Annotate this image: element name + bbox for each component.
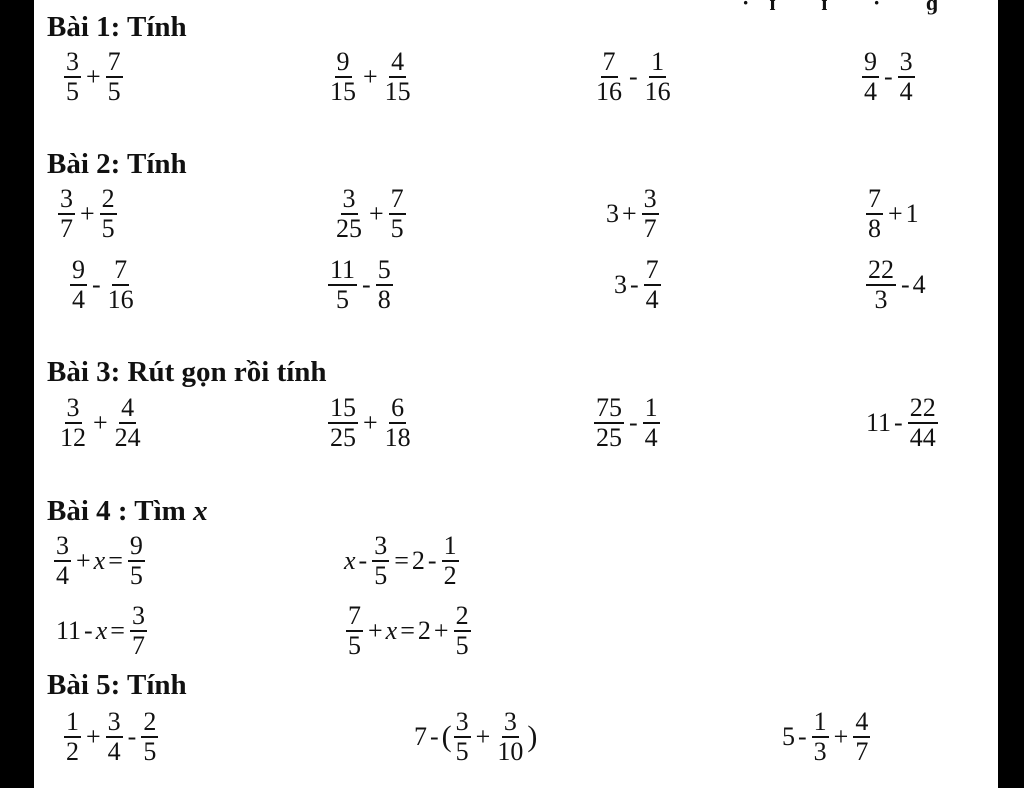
fraction	[54, 532, 71, 590]
exercise-b2-7	[614, 256, 663, 314]
numerator: 22	[909, 393, 936, 422]
operator: +	[369, 199, 384, 228]
variable-x: x	[344, 546, 356, 575]
exercise-b5-2	[414, 708, 537, 766]
fraction	[643, 48, 673, 106]
fraction	[812, 708, 829, 766]
denominator: 5	[455, 631, 469, 660]
fraction	[58, 185, 75, 243]
number: 2	[411, 546, 425, 575]
exercise-b1-2	[326, 48, 415, 106]
fraction	[328, 256, 357, 314]
numerator: 1	[813, 707, 827, 736]
operator: -	[84, 616, 93, 645]
fraction	[106, 256, 136, 314]
numerator: 7	[107, 47, 121, 76]
denominator: 8	[868, 214, 881, 243]
numerator: 9	[336, 47, 350, 76]
numerator: 6	[391, 393, 405, 422]
denominator: 5	[101, 214, 115, 243]
operator: +	[80, 199, 95, 228]
section-title-text: Bài 4 : Tìm	[47, 495, 194, 527]
exercise-b1-3	[592, 48, 675, 106]
numerator: 3	[131, 601, 145, 630]
denominator: 25	[596, 423, 622, 452]
fraction	[328, 48, 358, 106]
fraction	[594, 48, 624, 106]
denominator: 24	[114, 423, 141, 452]
fraction	[346, 602, 363, 660]
fraction	[130, 602, 147, 660]
operator: -	[127, 722, 137, 751]
operator: +	[86, 722, 101, 751]
numerator: 1	[443, 531, 457, 560]
denominator: 44	[909, 423, 936, 452]
number: 11	[866, 408, 892, 437]
numerator: 3	[455, 707, 469, 736]
cropped-text-fragment: ·ɪ ɪ · ɡ	[742, 0, 958, 15]
fraction	[442, 532, 459, 590]
denominator: 5	[390, 214, 404, 243]
denominator: 16	[644, 77, 671, 106]
fraction	[64, 708, 81, 766]
exercise-b2-6	[326, 256, 395, 314]
operator: -	[884, 62, 893, 91]
numerator: 3	[374, 531, 388, 560]
exercise-b2-8	[864, 256, 926, 314]
exercise-b2-5	[68, 256, 138, 314]
denominator: 5	[129, 561, 143, 590]
numerator: 3	[503, 707, 517, 736]
denominator: 5	[374, 561, 388, 590]
fraction	[64, 48, 81, 106]
section-title-bai-3: Bài 3: Rút gọn rồi tính	[47, 356, 327, 388]
operator: -	[901, 270, 910, 299]
operator: -	[629, 408, 638, 437]
exercise-b3-3	[592, 394, 662, 452]
denominator: 4	[72, 285, 85, 314]
numerator: 7	[390, 184, 404, 213]
denominator: 16	[596, 77, 622, 106]
fraction	[328, 394, 358, 452]
numerator: 3	[899, 47, 913, 76]
operator: -	[362, 270, 371, 299]
numerator: 1	[66, 707, 79, 736]
worksheet-page	[34, 0, 998, 788]
exercise-b5-1	[62, 708, 160, 766]
denominator: 4	[56, 561, 69, 590]
numerator: 3	[56, 531, 69, 560]
section-title-bai-2: Bài 2: Tính	[47, 148, 187, 180]
exercise-b1-1	[62, 48, 125, 106]
fraction	[141, 708, 158, 766]
fraction	[128, 532, 145, 590]
denominator: 18	[384, 423, 411, 452]
denominator: 5	[66, 77, 79, 106]
denominator: 7	[60, 214, 73, 243]
numerator: 75	[596, 393, 622, 422]
denominator: 8	[377, 285, 391, 314]
fraction	[106, 48, 123, 106]
operator: -	[629, 62, 638, 91]
operator: -	[427, 546, 437, 575]
numerator: 11	[330, 255, 356, 284]
numerator: 4	[391, 47, 405, 76]
denominator: 25	[330, 423, 356, 452]
fraction	[594, 394, 624, 452]
numerator: 3	[66, 47, 79, 76]
variable-x: x	[385, 616, 398, 645]
number: 3	[614, 270, 627, 299]
denominator: 5	[348, 631, 361, 660]
fraction	[495, 708, 525, 766]
exercise-b5-3	[782, 708, 872, 766]
numerator: 3	[107, 707, 121, 736]
exercise-b2-4	[864, 185, 919, 243]
fraction	[853, 708, 870, 766]
operator: -	[92, 270, 101, 299]
number: 7	[414, 722, 427, 751]
numerator: 1	[644, 393, 658, 422]
fraction	[58, 394, 88, 452]
numerator: 9	[72, 255, 85, 284]
operator: +	[76, 546, 91, 575]
operator: =	[110, 616, 125, 645]
variable-x: x	[95, 616, 108, 645]
operator: +	[363, 408, 378, 437]
number: 3	[606, 199, 619, 228]
exercise-b4-1	[52, 532, 147, 590]
operator: +	[622, 199, 637, 228]
denominator: 7	[643, 214, 657, 243]
denominator: 5	[107, 77, 121, 106]
exercise-b4-3	[56, 602, 149, 660]
numerator: 7	[602, 47, 616, 76]
variable-x: x	[93, 546, 106, 575]
exercise-b2-3	[606, 185, 661, 243]
exercise-b2-2	[332, 185, 408, 243]
denominator: 3	[813, 737, 827, 766]
numerator: 7	[114, 255, 128, 284]
fraction	[100, 185, 117, 243]
denominator: 15	[384, 77, 411, 106]
operator: =	[394, 546, 409, 575]
fraction	[866, 185, 883, 243]
exercise-b2-1	[56, 185, 119, 243]
denominator: 5	[143, 737, 157, 766]
operator: -	[894, 408, 903, 437]
denominator: 2	[66, 737, 79, 766]
fraction	[898, 48, 915, 106]
numerator: 7	[348, 601, 361, 630]
denominator: 12	[60, 423, 86, 452]
denominator: 5	[455, 737, 469, 766]
fraction	[113, 394, 143, 452]
denominator: 4	[899, 77, 913, 106]
section-title-bai-4	[47, 496, 208, 526]
numerator: 1	[651, 47, 665, 76]
number: 1	[905, 199, 919, 228]
denominator: 2	[443, 561, 457, 590]
denominator: 7	[855, 737, 869, 766]
fraction	[383, 394, 413, 452]
section-title-bai-1: Bài 1: Tính	[47, 11, 187, 43]
denominator: 4	[107, 737, 121, 766]
parenthesis: (	[441, 720, 452, 753]
operator: +	[93, 408, 108, 437]
operator: -	[430, 722, 439, 751]
numerator: 9	[864, 47, 877, 76]
denominator: 25	[336, 214, 362, 243]
numerator: 3	[60, 184, 73, 213]
section-title-bai-5: Bài 5: Tính	[47, 669, 187, 701]
fraction	[70, 256, 87, 314]
numerator: 15	[330, 393, 356, 422]
fraction	[643, 394, 660, 452]
numerator: 5	[377, 255, 391, 284]
number: 5	[782, 722, 795, 751]
numerator: 7	[868, 184, 881, 213]
operator: +	[363, 62, 378, 91]
fraction	[454, 708, 471, 766]
fraction	[372, 532, 389, 590]
fraction	[376, 256, 393, 314]
fraction	[454, 602, 471, 660]
denominator: 16	[107, 285, 134, 314]
denominator: 4	[645, 285, 659, 314]
fraction	[862, 48, 879, 106]
denominator: 3	[874, 285, 888, 314]
fraction	[383, 48, 413, 106]
numerator: 3	[643, 184, 657, 213]
denominator: 7	[131, 631, 145, 660]
operator: +	[833, 722, 849, 751]
numerator: 4	[121, 393, 135, 422]
numerator: 4	[855, 707, 869, 736]
number: 2	[417, 616, 431, 645]
operator: +	[86, 62, 101, 91]
fraction	[908, 394, 938, 452]
exercise-b3-2	[326, 394, 415, 452]
operator: -	[798, 722, 807, 751]
operator: +	[888, 199, 903, 228]
exercise-b4-2	[344, 532, 461, 590]
fraction	[106, 708, 123, 766]
numerator: 2	[455, 601, 469, 630]
exercise-b4-4	[344, 602, 473, 660]
numerator: 2	[143, 707, 157, 736]
operator: -	[630, 270, 639, 299]
denominator: 10	[497, 737, 524, 766]
fraction	[644, 256, 661, 314]
operator: =	[108, 546, 123, 575]
denominator: 4	[864, 77, 877, 106]
fraction	[866, 256, 896, 314]
denominator: 4	[644, 423, 658, 452]
operator: +	[475, 722, 491, 751]
numerator: 7	[645, 255, 659, 284]
number: 11	[56, 616, 82, 645]
number: 4	[912, 270, 926, 299]
operator: +	[433, 616, 449, 645]
section-title-variable: x	[193, 495, 208, 527]
fraction	[642, 185, 659, 243]
exercise-b3-4	[866, 394, 940, 452]
operator: =	[400, 616, 415, 645]
numerator: 3	[342, 184, 356, 213]
exercise-b1-4	[860, 48, 917, 106]
denominator: 5	[336, 285, 350, 314]
operator: +	[368, 616, 383, 645]
numerator: 22	[868, 255, 894, 284]
fraction	[334, 185, 364, 243]
parenthesis: )	[527, 720, 538, 753]
numerator: 3	[66, 393, 80, 422]
fraction	[389, 185, 406, 243]
numerator: 2	[101, 184, 115, 213]
exercise-b3-1	[56, 394, 145, 452]
operator: -	[358, 546, 368, 575]
numerator: 9	[129, 531, 143, 560]
denominator: 15	[330, 77, 356, 106]
